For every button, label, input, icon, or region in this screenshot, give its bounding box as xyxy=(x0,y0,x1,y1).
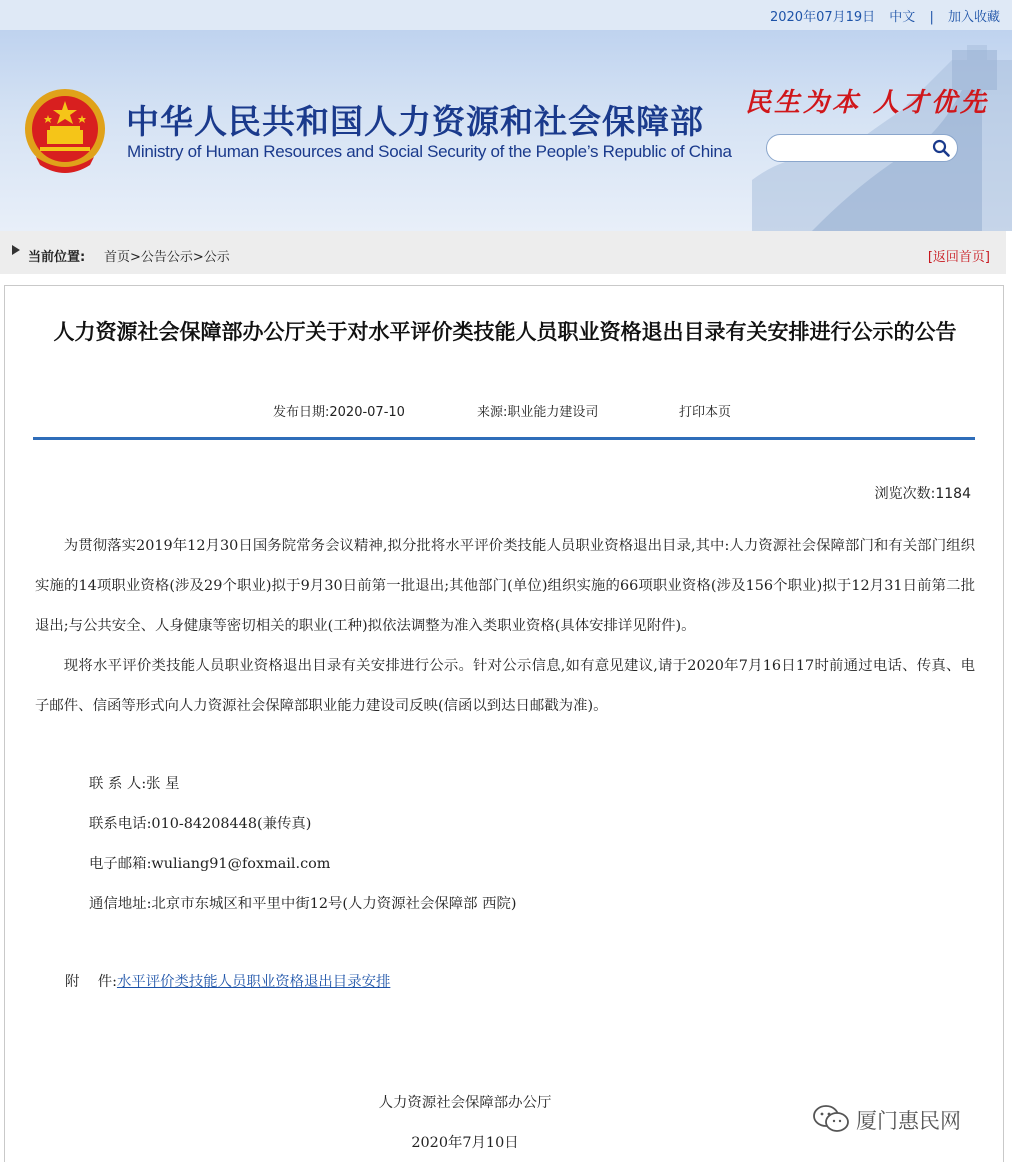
search-input[interactable] xyxy=(777,139,927,157)
lang-link-chinese[interactable]: 中文 xyxy=(889,10,916,25)
attachment xyxy=(65,970,390,991)
watermark-text: 厦门惠民网 xyxy=(856,1109,961,1133)
national-emblem-icon xyxy=(22,85,108,177)
search-icon[interactable] xyxy=(931,138,951,158)
contact-address: 通信地址:北京市东城区和平里中街12号(人力资源社会保障部 西院) xyxy=(89,896,517,912)
publish-date: 发布日期:2020-07-10 xyxy=(273,405,405,420)
article-body xyxy=(35,526,975,726)
breadcrumb-label: 当前位置: xyxy=(28,250,86,265)
article-title: 人力资源社会保障部办公厅关于对水平评价类技能人员职业资格退出目录有关安排进行公示的公告 xyxy=(53,320,957,344)
great-wall-illustration xyxy=(752,30,1012,231)
contact-phone: 联系电话:010-84208448(兼传真) xyxy=(89,816,312,832)
signature-organization: 人力资源社会保障部办公厅 xyxy=(378,1095,552,1111)
back-home-link[interactable]: [返回首页] xyxy=(927,250,990,265)
print-link[interactable]: 打印本页 xyxy=(679,405,732,420)
bookmark-link[interactable]: 加入收藏 xyxy=(947,10,1000,25)
view-count: 浏览次数:1184 xyxy=(874,486,971,502)
top-bar xyxy=(0,0,1012,30)
attachment-label: 附 件: xyxy=(65,974,117,990)
title-divider xyxy=(33,437,975,440)
paragraph-1: 为贯彻落实2019年12月30日国务院常务会议精神,拟分批将水平评价类技能人员职业资格退出目录,其中:人力资源社会保障部门和有关部门组织实施的14项职业资格(涉及29个职业)拟于9月30日前第一批退出;其他部门(单位)组织实施的66项职业资格(涉及156个职业)拟于12月31日前第二批退出;与公共安全、人身健康等密切相关的职业(工种)拟依法调整为准入类职业资格(具体安排详见附件)。 xyxy=(35,538,975,634)
signature-date: 2020年7月10日 xyxy=(411,1135,519,1151)
contact-email: 电子邮箱:wuliang91@foxmail.com xyxy=(89,856,331,872)
separator: | xyxy=(929,10,934,25)
top-links xyxy=(760,6,1000,25)
watermark xyxy=(812,1102,1012,1136)
paragraph-2: 现将水平评价类技能人员职业资格退出目录有关安排进行公示。针对公示信息,如有意见建议,请于2020年7月16日17时前通过电话、传真、电子邮件、信函等形式向人力资源社会保障部职业能力建设司反映(信函以到达日邮戳为准)。 xyxy=(35,658,975,714)
ministry-title-english: Ministry of Human Resources and Social Security of the People’s Republic of China xyxy=(127,142,732,161)
article-source: 来源:职业能力建设司 xyxy=(477,405,599,420)
header-banner xyxy=(0,30,1012,231)
current-date: 2020年07月19日 xyxy=(769,10,876,25)
breadcrumb-path[interactable]: 首页>公告公示>公示 xyxy=(104,250,230,265)
attachment-link[interactable]: 水平评价类技能人员职业资格退出目录安排 xyxy=(116,974,391,990)
ministry-title-chinese: 中华人民共和国人力资源和社会保障部 xyxy=(126,102,704,141)
slogan: 民生为本 人才优先 xyxy=(745,88,990,118)
breadcrumb xyxy=(0,231,1006,274)
search-box xyxy=(766,134,958,162)
contact-person: 联 系 人:张 星 xyxy=(89,776,180,792)
breadcrumb-arrow-icon xyxy=(12,245,20,255)
article-container xyxy=(4,285,1004,1162)
wechat-icon xyxy=(812,1104,850,1134)
